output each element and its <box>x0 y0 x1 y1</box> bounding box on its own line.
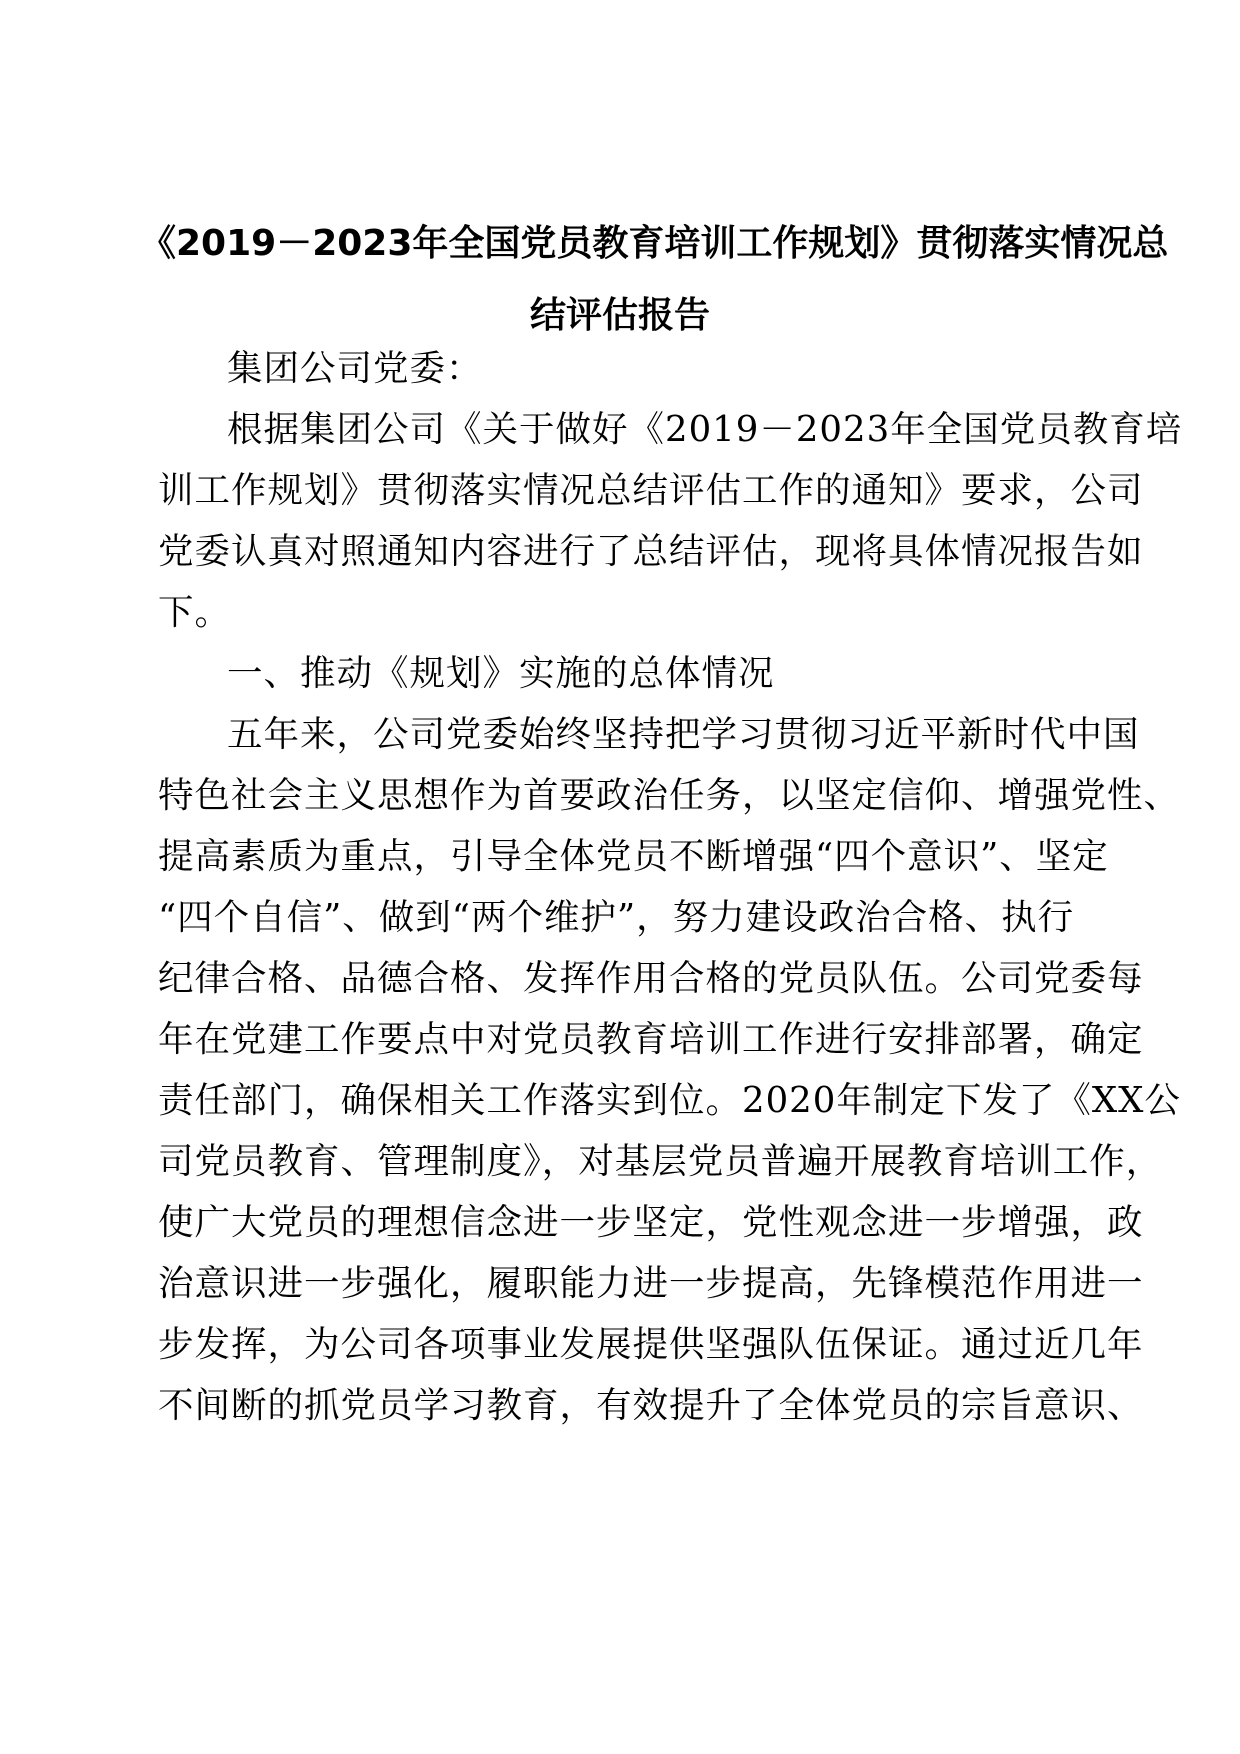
paragraph-line: 根据集团公司《关于做好《2019－2023年全国党员教育培 <box>227 409 1183 450</box>
paragraph-line: 提高素质为重点，引导全体党员不断增强“四个意识”、坚定 <box>158 836 1109 877</box>
paragraph-line: 责任部门，确保相关工作落实到位。2020年制定下发了《XX公 <box>158 1080 1181 1121</box>
paragraph-line: 训工作规划》贯彻落实情况总结评估工作的通知》要求，公司 <box>158 470 1144 511</box>
document-title-line-1: 《2019－2023年全国党员教育培训工作规划》贯彻落实情况总 <box>140 223 1169 264</box>
paragraph-line: 司党员教育、管理制度》，对基层党员普遍开展教育培训工作， <box>158 1141 1163 1182</box>
paragraph-line: 纪律合格、品德合格、发挥作用合格的党员队伍。公司党委每 <box>158 958 1144 999</box>
paragraph-line: 五年来，公司党委始终坚持把学习贯彻习近平新时代中国 <box>227 714 1140 755</box>
paragraph-line: 步发挥，为公司各项事业发展提供坚强队伍保证。通过近几年 <box>158 1324 1144 1365</box>
salutation: 集团公司党委： <box>227 348 483 389</box>
paragraph-line: 治意识进一步强化，履职能力进一步提高，先锋模范作用进一 <box>158 1263 1144 1304</box>
paragraph-line: 党委认真对照通知内容进行了总结评估，现将具体情况报告如 <box>158 531 1144 572</box>
paragraph-line: 特色社会主义思想作为首要政治任务，以坚定信仰、增强党性、 <box>158 775 1181 816</box>
paragraph-line: 年在党建工作要点中对党员教育培训工作进行安排部署，确定 <box>158 1019 1144 1060</box>
paragraph-line: 下。 <box>158 592 232 633</box>
paragraph-line: 使广大党员的理想信念进一步坚定，党性观念进一步增强，政 <box>158 1202 1144 1243</box>
document-title-line-2: 结评估报告 <box>529 295 710 336</box>
paragraph-line: “四个自信”、做到“两个维护”，努力建设政治合格、执行 <box>158 897 1075 938</box>
paragraph-line: 不间断的抓党员学习教育，有效提升了全体党员的宗旨意识、 <box>158 1385 1144 1426</box>
section-heading: 一、推动《规划》实施的总体情况 <box>227 653 775 694</box>
